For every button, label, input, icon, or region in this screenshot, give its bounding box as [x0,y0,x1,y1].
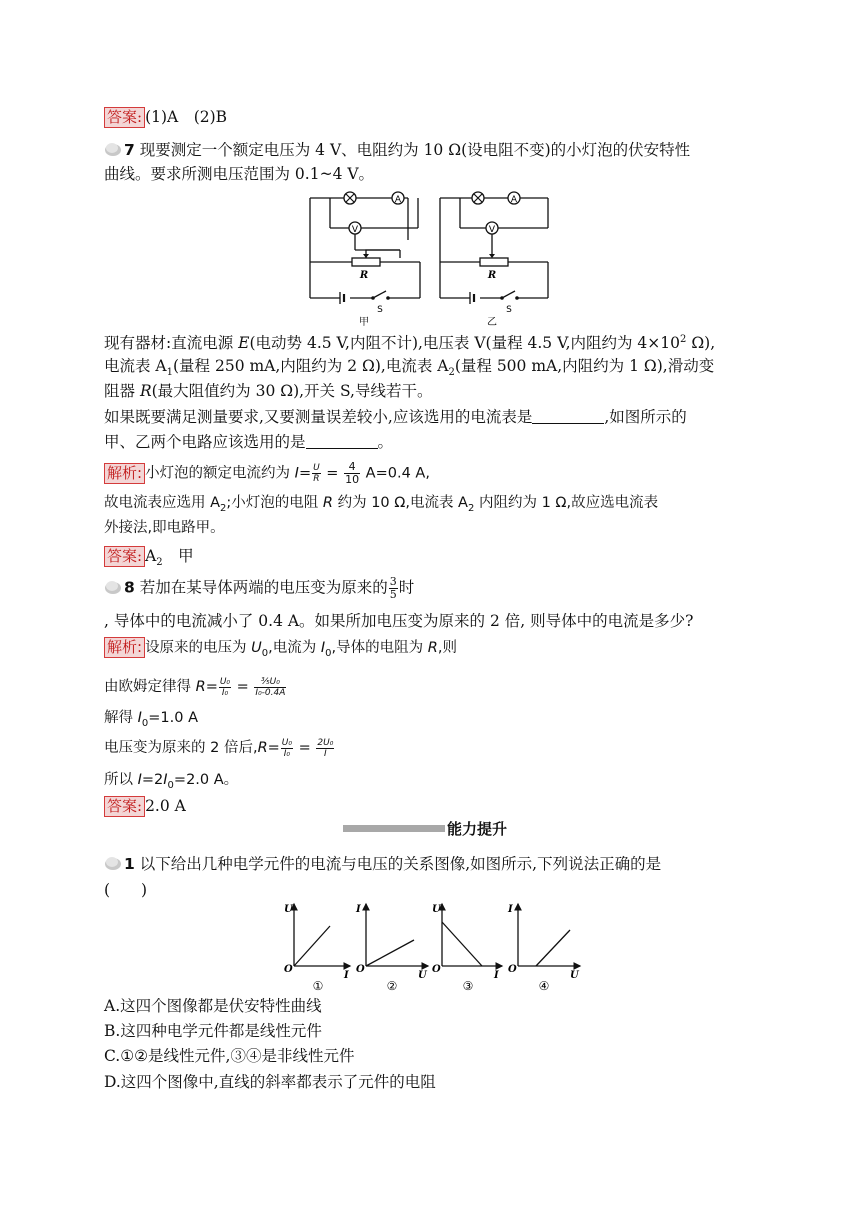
section-title: 能力提升 [447,820,508,838]
switch-label: S [377,305,383,315]
q1-option-c[interactable]: C.①②是线性元件,③④是非线性元件 [104,1047,355,1065]
q7-analysis-1: 解析: 小灯泡的额定电流约为 I= $\frac{U}{R}$ = $\frac{4}{10}$ A=0.4 A, [104,461,430,486]
q7-ask-1: 如果既要满足测量要求,又要测量误差较小,应该选用的电流表是 ,如图所示的 [104,408,687,426]
graph-3-x-label: I [494,970,499,981]
fraction: $\frac{\text{U₀}}{\text{I₀}}$ [219,676,231,698]
fraction: $\frac{4}{10}$ [345,460,360,486]
q8-analysis-3: 解得 $I_0=1.0$ A [104,710,199,729]
question-marker-icon [104,855,122,871]
graph-2-label: ② [386,979,398,993]
graph-2 [366,904,428,966]
answer-tag: 答案: [104,107,145,128]
graph-1 [294,904,350,966]
q8-analysis-2: 由欧姆定律得 R= $\frac{\text{U₀}}{\text{I₀}}$ = $\frac{\text{³⁄₅U₀}}{\text{I₀-0.4A}}$ [104,676,286,698]
graph-3-origin: O [432,964,441,975]
graph-3 [442,904,502,966]
q8-analysis-5: 所以 $I=2I_0=2.0$ A。 [104,772,239,791]
q1-option-a[interactable]: A.这四个图像都是伏安特性曲线 [104,997,322,1015]
circuit-jia [310,198,420,304]
q1-line2: ( ) [104,881,148,899]
fraction: $\frac{U}{R}$ [313,463,320,484]
section-heading [343,818,507,839]
graph-2-origin: O [356,964,365,975]
section-bar [343,825,445,832]
voltmeter-label: V [351,225,359,235]
graph-1-label: ① [312,979,324,993]
graph-4-x-label: U [570,970,579,981]
circuit-figure [300,190,560,330]
q1-line1: 1 以下给出几种电学元件的电流与电压的关系图像,如图所示,下列说法正确的是 [104,853,661,875]
circuit-yi-label: 乙 [487,317,497,328]
graph-1-x-label: I [344,970,349,981]
answer-text: (1)A (2)B [145,108,228,126]
fraction: $\frac{\text{2U₀}}{I}$ [317,737,334,759]
q7-text-1: 现要测定一个额定电压为 4 V、电阻约为 10 Ω(设电阻不变)的小灯泡的伏安特性 [139,141,691,159]
q7-line2: 曲线。要求所测电压范围为 0.1~4 V。 [104,165,375,183]
fraction: $\frac{\text{U₀}}{\text{I₀}}$ [281,737,292,759]
fraction: $\frac{\text{³⁄₅U₀}}{\text{I₀-0.4A}}$ [255,676,286,698]
voltmeter-label: V [488,225,496,235]
q8-answer: 答案: 2.0 A [104,795,186,817]
question-number: 1 [124,855,135,873]
graph-1-y-label: U [284,904,293,915]
ammeter-label: A [510,195,518,205]
answer-tag: 答案: [104,546,145,567]
graph-3-y-label: U [432,904,441,915]
prev-answer-line [104,106,227,128]
answer-blank[interactable] [532,409,604,424]
rheostat-label: R [359,270,369,281]
graph-2-x-label: U [418,970,427,981]
analysis-tag: 解析: [104,637,145,658]
question-marker-icon [104,579,122,595]
circuit-yi [440,198,548,304]
q7-equip-3: 阻器 R(最大阻值约为 30 Ω),开关 S,导线若干。 [104,382,433,400]
graph-4-y-label: I [508,904,513,915]
q7-analysis-2: 故电流表应选用 $A_2$;小灯泡的电阻 R 约为 10 Ω,电流表 $A_2$ 内阻约为 1 Ω,故应选电流表 [104,495,659,514]
switch-label: S [506,305,512,315]
question-marker-icon [104,141,122,157]
answer-blank[interactable] [306,434,378,449]
q7-line1 [104,139,690,161]
q7-equip-2: 电流表 $A_1$(量程 250 mA,内阻约为 2 Ω),电流表 $A_2$(量程 500 mA,内阻约为 1 Ω),滑动变 [104,357,715,379]
iv-graphs-figure [278,898,588,994]
fraction: $\frac{3}{5}$ [389,575,397,601]
q1-option-d[interactable]: D.这四个图像中,直线的斜率都表示了元件的电阻 [104,1073,436,1091]
graph-4-origin: O [508,964,517,975]
q7-equip-1: 现有器材:直流电源 E(电动势 4.5 V,内阻不计),电压表 V(量程 4.5 V,内阻约为 $4\times 10^2$ Ω), [104,334,716,353]
q1-option-b[interactable]: B.这四种电学元件都是线性元件 [104,1022,322,1040]
q7-ask-2: 甲、乙两个电路应该选用的是 。 [104,433,394,451]
q7-analysis-3: 外接法,即电路甲。 [104,520,225,536]
question-number: 7 [124,141,135,159]
graph-1-origin: O [284,964,293,975]
graph-4-label: ④ [538,979,550,993]
q8-line1: 8 若加在某导体两端的电压变为原来的 $\frac{3}{5}$ 时 [104,576,414,601]
question-number: 8 [124,578,135,597]
circuit-jia-label: 甲 [359,317,369,328]
analysis-tag: 解析: [104,463,145,484]
answer-tag: 答案: [104,796,145,817]
q8-analysis-1: 解析: 设原来的电压为 $U_0$,电流为 $I_0$,导体的电阻为 R,则 [104,637,457,665]
q8-line2: , 导体中的电流减小了 0.4 A。如果所加电压变为原来的 2 倍, 则导体中的电流是多少? [104,612,694,630]
ammeter-label: A [394,195,402,205]
graph-4 [518,904,580,966]
rheostat-label: R [487,270,497,281]
graph-3-label: ③ [462,979,474,993]
graph-2-y-label: I [356,904,361,915]
q7-answer: 答案: $A_2$ 甲 [104,545,194,574]
q8-analysis-4: 电压变为原来的 2 倍后,R= $\frac{\text{U₀}}{\text{I₀}}$ = $\frac{\text{2U₀}}{I}$ [104,737,334,759]
